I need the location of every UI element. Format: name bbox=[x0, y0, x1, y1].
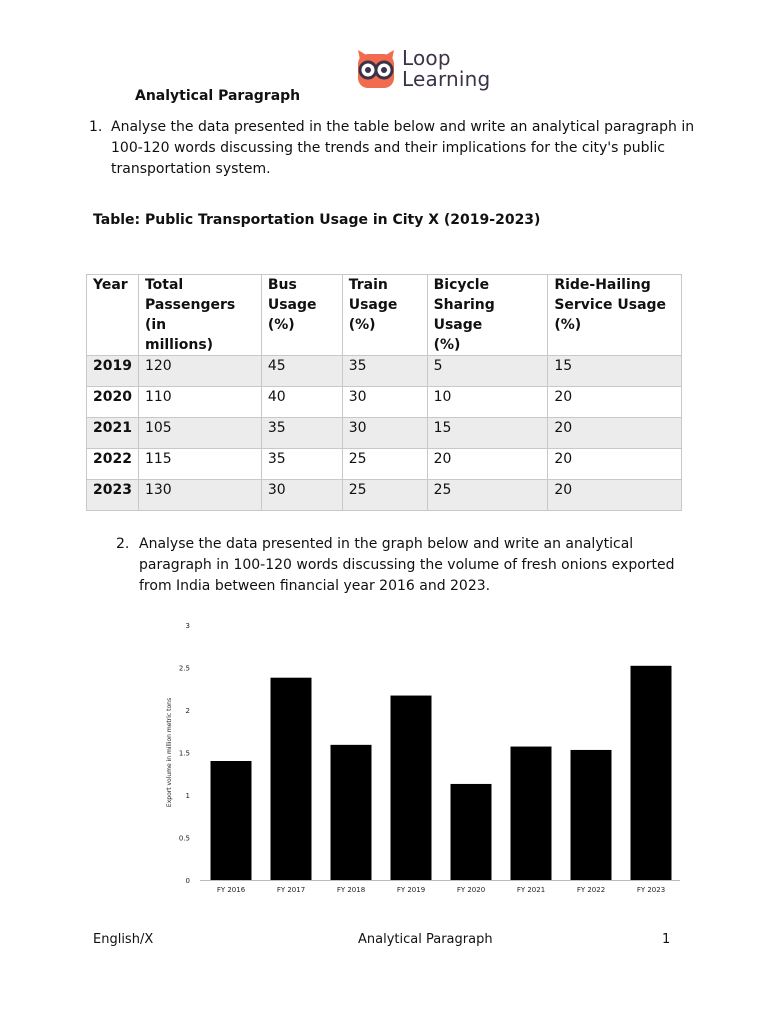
cell-train: 35 bbox=[342, 356, 427, 387]
footer-page-number: 1 bbox=[662, 932, 671, 947]
x-tick-label: FY 2019 bbox=[396, 886, 426, 894]
footer-subject: English/X bbox=[93, 932, 154, 947]
y-tick-label: 2 bbox=[185, 707, 190, 715]
page-heading: Analytical Paragraph bbox=[135, 88, 301, 104]
cell-bicycle: 5 bbox=[427, 356, 548, 387]
bar bbox=[571, 750, 612, 880]
x-tick-label: FY 2017 bbox=[276, 886, 306, 894]
question-2-line: from India between financial year 2016 and 2023. bbox=[139, 578, 491, 594]
header-bicycle-sharing: Bicycle Sharing Usage (%) bbox=[427, 275, 548, 356]
y-tick-label: 3 bbox=[185, 622, 190, 630]
bar bbox=[451, 784, 492, 880]
cell-ride-hailing: 20 bbox=[548, 449, 682, 480]
cell-year: 2023 bbox=[87, 480, 139, 511]
question-1-line: transportation system. bbox=[111, 161, 271, 177]
cell-year: 2020 bbox=[87, 387, 139, 418]
bar bbox=[391, 696, 432, 880]
cell-year: 2022 bbox=[87, 449, 139, 480]
cell-bicycle: 20 bbox=[427, 449, 548, 480]
cell-total: 105 bbox=[138, 418, 261, 449]
x-tick-label: FY 2023 bbox=[636, 886, 666, 894]
y-tick-label: 2.5 bbox=[178, 664, 190, 673]
cell-bus: 35 bbox=[261, 418, 342, 449]
cell-bus: 45 bbox=[261, 356, 342, 387]
table-title: Table: Public Transportation Usage in City X (2019-2023) bbox=[93, 212, 541, 228]
bar bbox=[211, 761, 252, 880]
cell-ride-hailing: 15 bbox=[548, 356, 682, 387]
cell-total: 130 bbox=[138, 480, 261, 511]
y-tick-label: 1.5 bbox=[178, 749, 190, 758]
logo-line-2: Learning bbox=[402, 67, 491, 91]
bar bbox=[631, 666, 672, 880]
header-total-passengers: Total Passengers (in millions) bbox=[138, 275, 261, 356]
cell-total: 120 bbox=[138, 356, 261, 387]
x-tick-label: FY 2020 bbox=[456, 886, 486, 894]
cell-total: 115 bbox=[138, 449, 261, 480]
question-1-number: 1. bbox=[89, 119, 103, 135]
cell-year: 2021 bbox=[87, 418, 139, 449]
question-2-line: Analyse the data presented in the graph below and write an analytical bbox=[139, 536, 634, 552]
y-tick-label: 0 bbox=[185, 877, 190, 885]
y-tick-label: 0.5 bbox=[178, 834, 190, 843]
question-1-line: 100-120 words discussing the trends and their implications for the city's public bbox=[111, 140, 666, 156]
footer-title: Analytical Paragraph bbox=[358, 932, 493, 947]
x-tick-label: FY 2018 bbox=[336, 886, 366, 894]
header-bus-usage: Bus Usage (%) bbox=[261, 275, 342, 356]
cell-train: 25 bbox=[342, 449, 427, 480]
bar bbox=[271, 678, 312, 880]
logo-line-1: Loop bbox=[402, 46, 451, 70]
cell-train: 30 bbox=[342, 387, 427, 418]
cell-bus: 35 bbox=[261, 449, 342, 480]
cell-bus: 40 bbox=[261, 387, 342, 418]
header-ride-hailing: Ride-Hailing Service Usage (%) bbox=[548, 275, 682, 356]
question-1-line: Analyse the data presented in the table below and write an analytical paragraph in bbox=[111, 119, 695, 135]
cell-total: 110 bbox=[138, 387, 261, 418]
header-year: Year bbox=[87, 275, 139, 356]
cell-bus: 30 bbox=[261, 480, 342, 511]
cell-train: 30 bbox=[342, 418, 427, 449]
cell-year: 2019 bbox=[87, 356, 139, 387]
x-tick-label: FY 2021 bbox=[516, 886, 546, 894]
header-train-usage: Train Usage (%) bbox=[342, 275, 427, 356]
x-tick-label: FY 2016 bbox=[216, 886, 246, 894]
question-2-number: 2. bbox=[116, 536, 130, 552]
bar bbox=[331, 745, 372, 880]
question-2-line: paragraph in 100-120 words discussing the volume of fresh onions exported bbox=[139, 557, 675, 573]
cell-bicycle: 10 bbox=[427, 387, 548, 418]
cell-train: 25 bbox=[342, 480, 427, 511]
cell-bicycle: 15 bbox=[427, 418, 548, 449]
cell-ride-hailing: 20 bbox=[548, 418, 682, 449]
y-axis-label: Export volume in million metric tons bbox=[166, 697, 173, 808]
x-tick-label: FY 2022 bbox=[576, 886, 606, 894]
y-tick-label: 1 bbox=[185, 792, 190, 800]
cell-ride-hailing: 20 bbox=[548, 387, 682, 418]
bar bbox=[511, 747, 552, 880]
cell-ride-hailing: 20 bbox=[548, 480, 682, 511]
cell-bicycle: 25 bbox=[427, 480, 548, 511]
